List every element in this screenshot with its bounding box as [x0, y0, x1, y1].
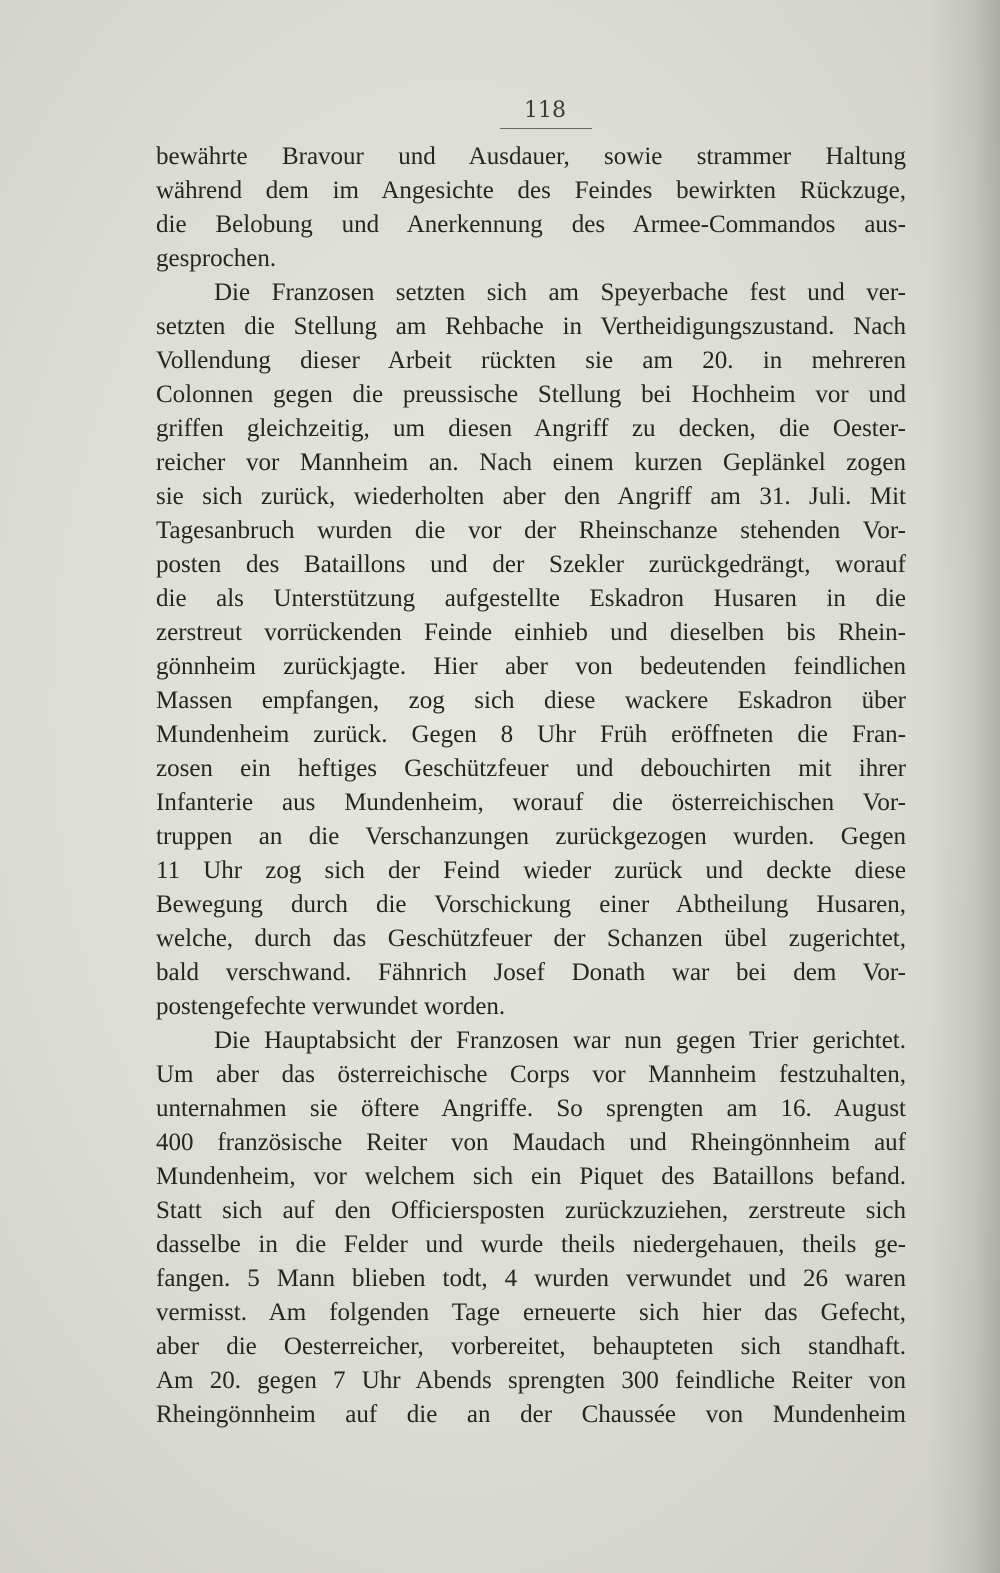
text-line: Colonnen gegen die preussische Stellung bei Hochheim vor und	[156, 381, 906, 408]
text-line: zerstreut vorrückenden Feinde einhieb und dieselben bis Rhein-	[156, 619, 906, 646]
text-line: gönnheim zurückjagte. Hier aber von bedeutenden feindlichen	[156, 653, 906, 680]
text-line: unternahmen sie öftere Angriffe. So sprengten am 16. August	[156, 1095, 906, 1122]
text-line: die als Unterstützung aufgestellte Eskadron Husaren in die	[156, 585, 906, 612]
text-line: bewährte Bravour und Ausdauer, sowie strammer Haltung	[156, 143, 906, 170]
paragraph-start-line: Die Hauptabsicht der Franzosen war nun gegen Trier gerichtet.	[214, 1027, 906, 1054]
text-line: aber die Oesterreicher, vorbereitet, behaupteten sich standhaft.	[156, 1333, 906, 1360]
text-line: Infanterie aus Mundenheim, worauf die österreichischen Vor-	[156, 789, 906, 816]
page-number-rule	[500, 128, 592, 129]
text-line: zosen ein heftiges Geschützfeuer und debouchirten mit ihrer	[156, 755, 906, 782]
text-line: truppen an die Verschanzungen zurückgezogen wurden. Gegen	[156, 823, 906, 850]
text-line: Massen empfangen, zog sich diese wackere Eskadron über	[156, 687, 906, 714]
text-line: Statt sich auf den Officiersposten zurückzuziehen, zerstreute sich	[156, 1197, 906, 1224]
text-line: während dem im Angesichte des Feindes bewirkten Rückzuge,	[156, 177, 906, 204]
text-line: gesprochen.	[156, 245, 277, 272]
text-line: Mundenheim, vor welchem sich ein Piquet des Bataillons befand.	[156, 1163, 906, 1190]
text-line: fangen. 5 Mann blieben todt, 4 wurden verwundet und 26 waren	[156, 1265, 906, 1292]
text-line: bald verschwand. Fähnrich Josef Donath war bei dem Vor-	[156, 959, 906, 986]
page-number: 118	[524, 98, 566, 123]
text-line: Am 20. gegen 7 Uhr Abends sprengten 300 feindliche Reiter von	[156, 1367, 906, 1394]
text-line: Rheingönnheim auf die an der Chaussée von Mundenheim	[156, 1401, 906, 1428]
text-line: postengefechte verwundet worden.	[156, 993, 506, 1020]
text-line: Bewegung durch die Vorschickung einer Abtheilung Husaren,	[156, 891, 906, 918]
text-line: setzten die Stellung am Rehbache in Vertheidigungszustand. Nach	[156, 313, 906, 340]
text-line: Tagesanbruch wurden die vor der Rheinschanze stehenden Vor-	[156, 517, 906, 544]
page-edge-shadow	[930, 0, 1000, 1573]
text-line: dasselbe in die Felder und wurde theils niedergehauen, theils ge-	[156, 1231, 906, 1258]
text-line: Um aber das österreichische Corps vor Mannheim festzuhalten,	[156, 1061, 906, 1088]
body-text	[156, 140, 906, 1432]
text-line: reicher vor Mannheim an. Nach einem kurzen Geplänkel zogen	[156, 449, 906, 476]
text-line: die Belobung und Anerkennung des Armee-Commandos aus-	[156, 211, 906, 238]
paragraph-start-line: Die Franzosen setzten sich am Speyerbache fest und ver-	[214, 279, 906, 306]
text-line: sie sich zurück, wiederholten aber den Angriff am 31. Juli. Mit	[156, 483, 906, 510]
text-line: posten des Bataillons und der Szekler zurückgedrängt, worauf	[156, 551, 906, 578]
text-line: 11 Uhr zog sich der Feind wieder zurück und deckte diese	[156, 857, 906, 884]
text-line: vermisst. Am folgenden Tage erneuerte sich hier das Gefecht,	[156, 1299, 906, 1326]
text-line: griffen gleichzeitig, um diesen Angriff zu decken, die Oester-	[156, 415, 906, 442]
text-line: Vollendung dieser Arbeit rückten sie am 20. in mehreren	[156, 347, 906, 374]
text-line: welche, durch das Geschützfeuer der Schanzen übel zugerichtet,	[156, 925, 906, 952]
text-line: 400 französische Reiter von Maudach und Rheingönnheim auf	[156, 1129, 906, 1156]
text-line: Mundenheim zurück. Gegen 8 Uhr Früh eröffneten die Fran-	[156, 721, 906, 748]
